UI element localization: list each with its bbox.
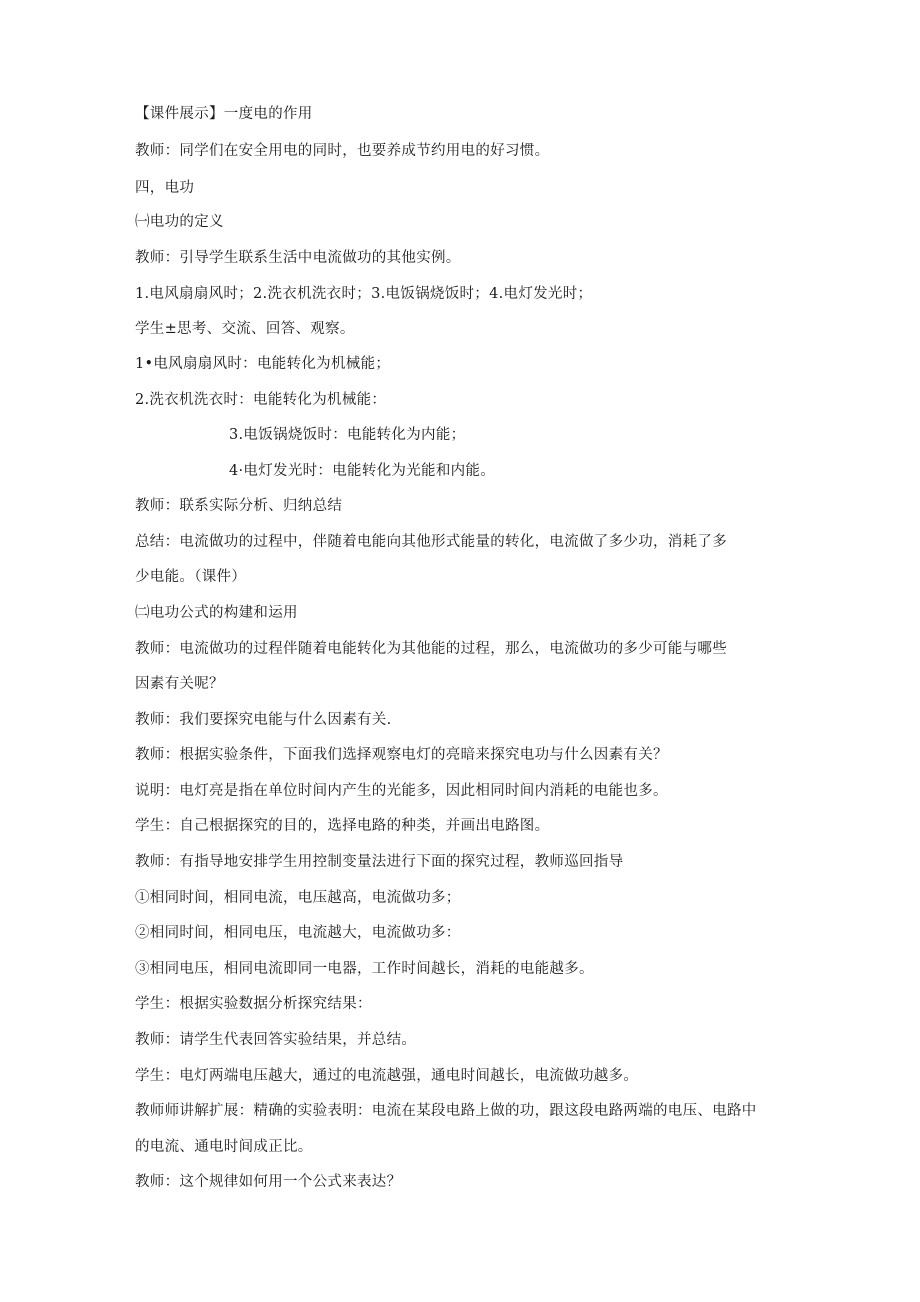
text-line: 教师：这个规律如何用一个公式来表达？ [135, 1174, 402, 1190]
text-line: 教师：有指导地安排学生用控制变量法进行下面的探究过程，教师巡回指导 [135, 854, 624, 870]
text-line: 的电流、通电时间成正比。 [135, 1139, 313, 1155]
text-line: 说明：电灯亮是指在单位时间内产生的光能多，因此相同时间内消耗的电能也多。 [135, 783, 668, 799]
subsection-heading: ㈠电功的定义 [135, 214, 224, 230]
text-line: 学生±思考、交流、回答、观察。 [135, 321, 355, 337]
subsection-heading: ㈡电功公式的构建和运用 [135, 605, 298, 621]
text-line: 教师：同学们在安全用电的同时，也要养成节约用电的好习惯。 [135, 143, 550, 159]
list-item: ③相同电压，相同电流即同一电器，工作时间越长，消耗的电能越多。 [135, 961, 594, 977]
text-line: 教师：引导学生联系生活中电流做功的其他实例。 [135, 250, 461, 266]
text-line: 教师：联系实际分析、归纳总结 [135, 498, 343, 514]
courseware-heading: 【课件展示】一度电的作用 [135, 106, 313, 122]
text-line: 学生：自己根据探究的目的，选择电路的种类，并画出电路图。 [135, 818, 550, 834]
list-item: 2.洗衣机洗衣时：电能转化为机械能： [135, 392, 387, 408]
text-line: 总结：电流做功的过程中，伴随着电能向其他形式能量的转化，电流做了多少功，消耗了多 [135, 534, 727, 550]
text-line: 少电能。（课件） [135, 569, 247, 585]
list-item: 1•电风扇扇风时：电能转化为机械能； [135, 356, 391, 372]
section-heading: 四，电功 [135, 180, 195, 196]
text-line: 教师：根据实验条件，下面我们选择观察电灯的亮暗来探究电功与什么因素有关？ [135, 747, 668, 763]
list-item: 4·电灯发光时：电能转化为光能和内能。 [229, 463, 496, 479]
text-line: 教师师讲解扩展：精确的实验表明：电流在某段电路上做的功，跟这段电路两端的电压、电路中 [135, 1103, 757, 1119]
text-line: 1.电风扇扇风时；2.洗衣机洗衣时；3.电饭锅烧饭时；4.电灯发光时； [135, 286, 593, 302]
text-line: 因素有关呢？ [135, 676, 224, 692]
list-item: 3.电饭锅烧饭时：电能转化为内能； [229, 427, 466, 443]
list-item: ②相同时间，相同电压，电流越大，电流做功多： [135, 925, 461, 941]
list-item: ①相同时间，相同电流，电压越高，电流做功多； [135, 890, 461, 906]
text-line: 教师：电流做功的过程伴随着电能转化为其他能的过程，那么，电流做功的多少可能与哪些 [135, 641, 727, 657]
text-line: 教师：请学生代表回答实验结果，并总结。 [135, 1032, 417, 1048]
text-line: 学生：电灯两端电压越大，通过的电流越强，通电时间越长，电流做功越多。 [135, 1068, 639, 1084]
text-line: 教师：我们要探究电能与什么因素有关. [135, 712, 392, 728]
text-line: 学生：根据实验数据分析探究结果： [135, 996, 372, 1012]
